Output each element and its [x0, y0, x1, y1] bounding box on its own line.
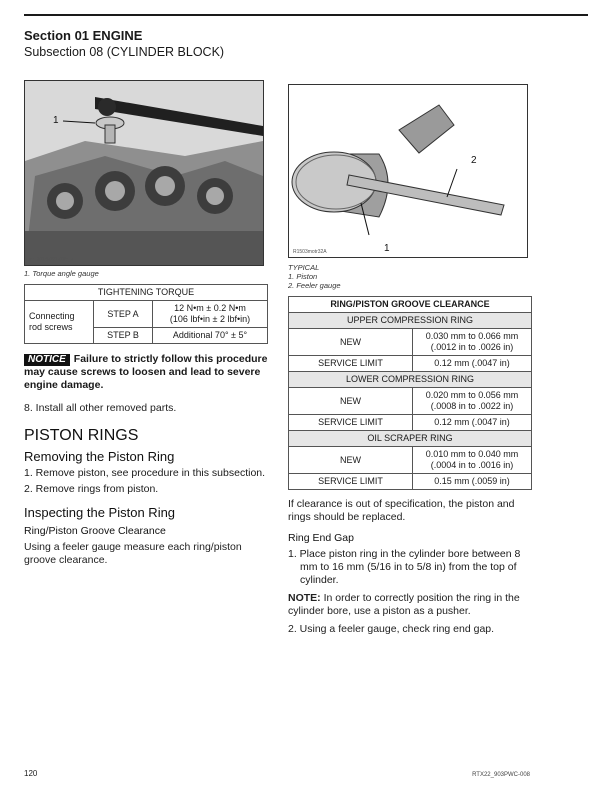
groove-text: Using a feeler gauge measure each ring/piston groove clearance. [24, 541, 242, 566]
engine-block-illustration [25, 81, 263, 265]
table-title: RING/PISTON GROOVE CLEARANCE [289, 297, 532, 313]
feeler-gauge-figure [288, 84, 528, 258]
notice-badge: NOTICE [24, 354, 70, 366]
right-column [288, 84, 532, 636]
figure-caption: 2. Feeler gauge [288, 281, 341, 290]
note-text: In order to correctly position the ring in the cylinder bore, use a piston as a pusher. [288, 592, 520, 617]
header-rule [24, 14, 588, 16]
list-item: 1. Place piston ring in the cylinder bore between 8 mm to 16 mm (5/16 in to 5/8 in) from the top of cylinder. [288, 548, 521, 586]
piston-illustration [289, 85, 527, 257]
callout-1: 1 [53, 115, 59, 126]
tightening-torque-table [24, 284, 268, 344]
section-title: Section 01 ENGINE [24, 28, 143, 43]
new-value [413, 388, 532, 415]
groove-clearance-table [288, 296, 532, 490]
notice-text: Failure to strictly follow this procedure may cause screws to loosen and lead to severe engine damage. [24, 353, 268, 391]
piston-rings-title: PISTON RINGS [24, 427, 139, 444]
new-label: NEW [289, 388, 413, 415]
figure-code: R1503motr32A [293, 249, 327, 255]
ring-end-steps [288, 548, 532, 587]
step-8: 8. Install all other removed parts. [24, 402, 177, 414]
out-of-spec-text: If clearance is out of specification, the piston and rings should be replaced. [288, 498, 515, 523]
new-value-metric: 0.010 mm to 0.040 mm [425, 449, 519, 459]
figure-caption: 1. Piston [288, 272, 318, 281]
group-header: UPPER COMPRESSION RING [289, 313, 532, 329]
inspecting-title: Inspecting the Piston Ring [24, 505, 176, 520]
step-a-value [153, 301, 268, 328]
limit-value: 0.12 mm (.0047 in) [413, 415, 532, 431]
figure-caption-title: TYPICAL [288, 263, 320, 272]
new-label: NEW [289, 447, 413, 474]
page-number: 120 [24, 769, 38, 778]
limit-label: SERVICE LIMIT [289, 415, 413, 431]
new-value-imperial: (.0008 in to .0022 in) [430, 401, 514, 411]
left-column [24, 80, 268, 567]
new-value [413, 447, 532, 474]
row-label: Connecting rod screws [25, 301, 94, 344]
new-label: NEW [289, 329, 413, 356]
list-item: 1. Remove piston, see procedure in this subsection. [24, 467, 266, 479]
new-value-metric: 0.030 mm to 0.066 mm [425, 331, 519, 341]
group-header: LOWER COMPRESSION RING [289, 372, 532, 388]
new-value-metric: 0.020 mm to 0.056 mm [425, 390, 519, 400]
note-block [288, 592, 532, 618]
step-b-label: STEP B [94, 328, 153, 344]
limit-value: 0.15 mm (.0059 in) [413, 474, 532, 490]
groove-title: Ring/Piston Groove Clearance [24, 525, 166, 537]
new-value [413, 329, 532, 356]
step-a-label: STEP A [94, 301, 153, 328]
step-2: 2. Using a feeler gauge, check ring end gap. [288, 623, 495, 635]
removing-title: Removing the Piston Ring [24, 449, 175, 464]
figure-code: rmr2014-021-038_a [29, 257, 74, 263]
callout-1: 1 [384, 243, 390, 254]
limit-value: 0.12 mm (.0047 in) [413, 356, 532, 372]
removing-steps [24, 467, 268, 496]
group-header: OIL SCRAPER RING [289, 431, 532, 447]
notice-block [24, 353, 268, 392]
limit-label: SERVICE LIMIT [289, 356, 413, 372]
list-item: 2. Remove rings from piston. [24, 483, 159, 495]
step-a-value-imperial: (106 lbf•in ± 2 lbf•in) [169, 314, 251, 324]
note-label: NOTE: [288, 592, 321, 604]
new-value-imperial: (.0012 in to .0026 in) [430, 342, 514, 352]
limit-label: SERVICE LIMIT [289, 474, 413, 490]
ring-end-gap-title: Ring End Gap [288, 532, 354, 544]
callout-2: 2 [471, 155, 477, 166]
torque-gauge-figure [24, 80, 264, 266]
figure-caption: 1. Torque angle gauge [24, 269, 99, 278]
new-value-imperial: (.0004 in to .0016 in) [430, 460, 514, 470]
document-code: RTX22_903PWC-008 [472, 772, 530, 778]
step-a-value-metric: 12 N•m ± 0.2 N•m [174, 303, 246, 313]
step-b-value: Additional 70° ± 5° [153, 328, 268, 344]
table-title: TIGHTENING TORQUE [25, 285, 268, 301]
subsection-title: Subsection 08 (CYLINDER BLOCK) [24, 45, 225, 59]
